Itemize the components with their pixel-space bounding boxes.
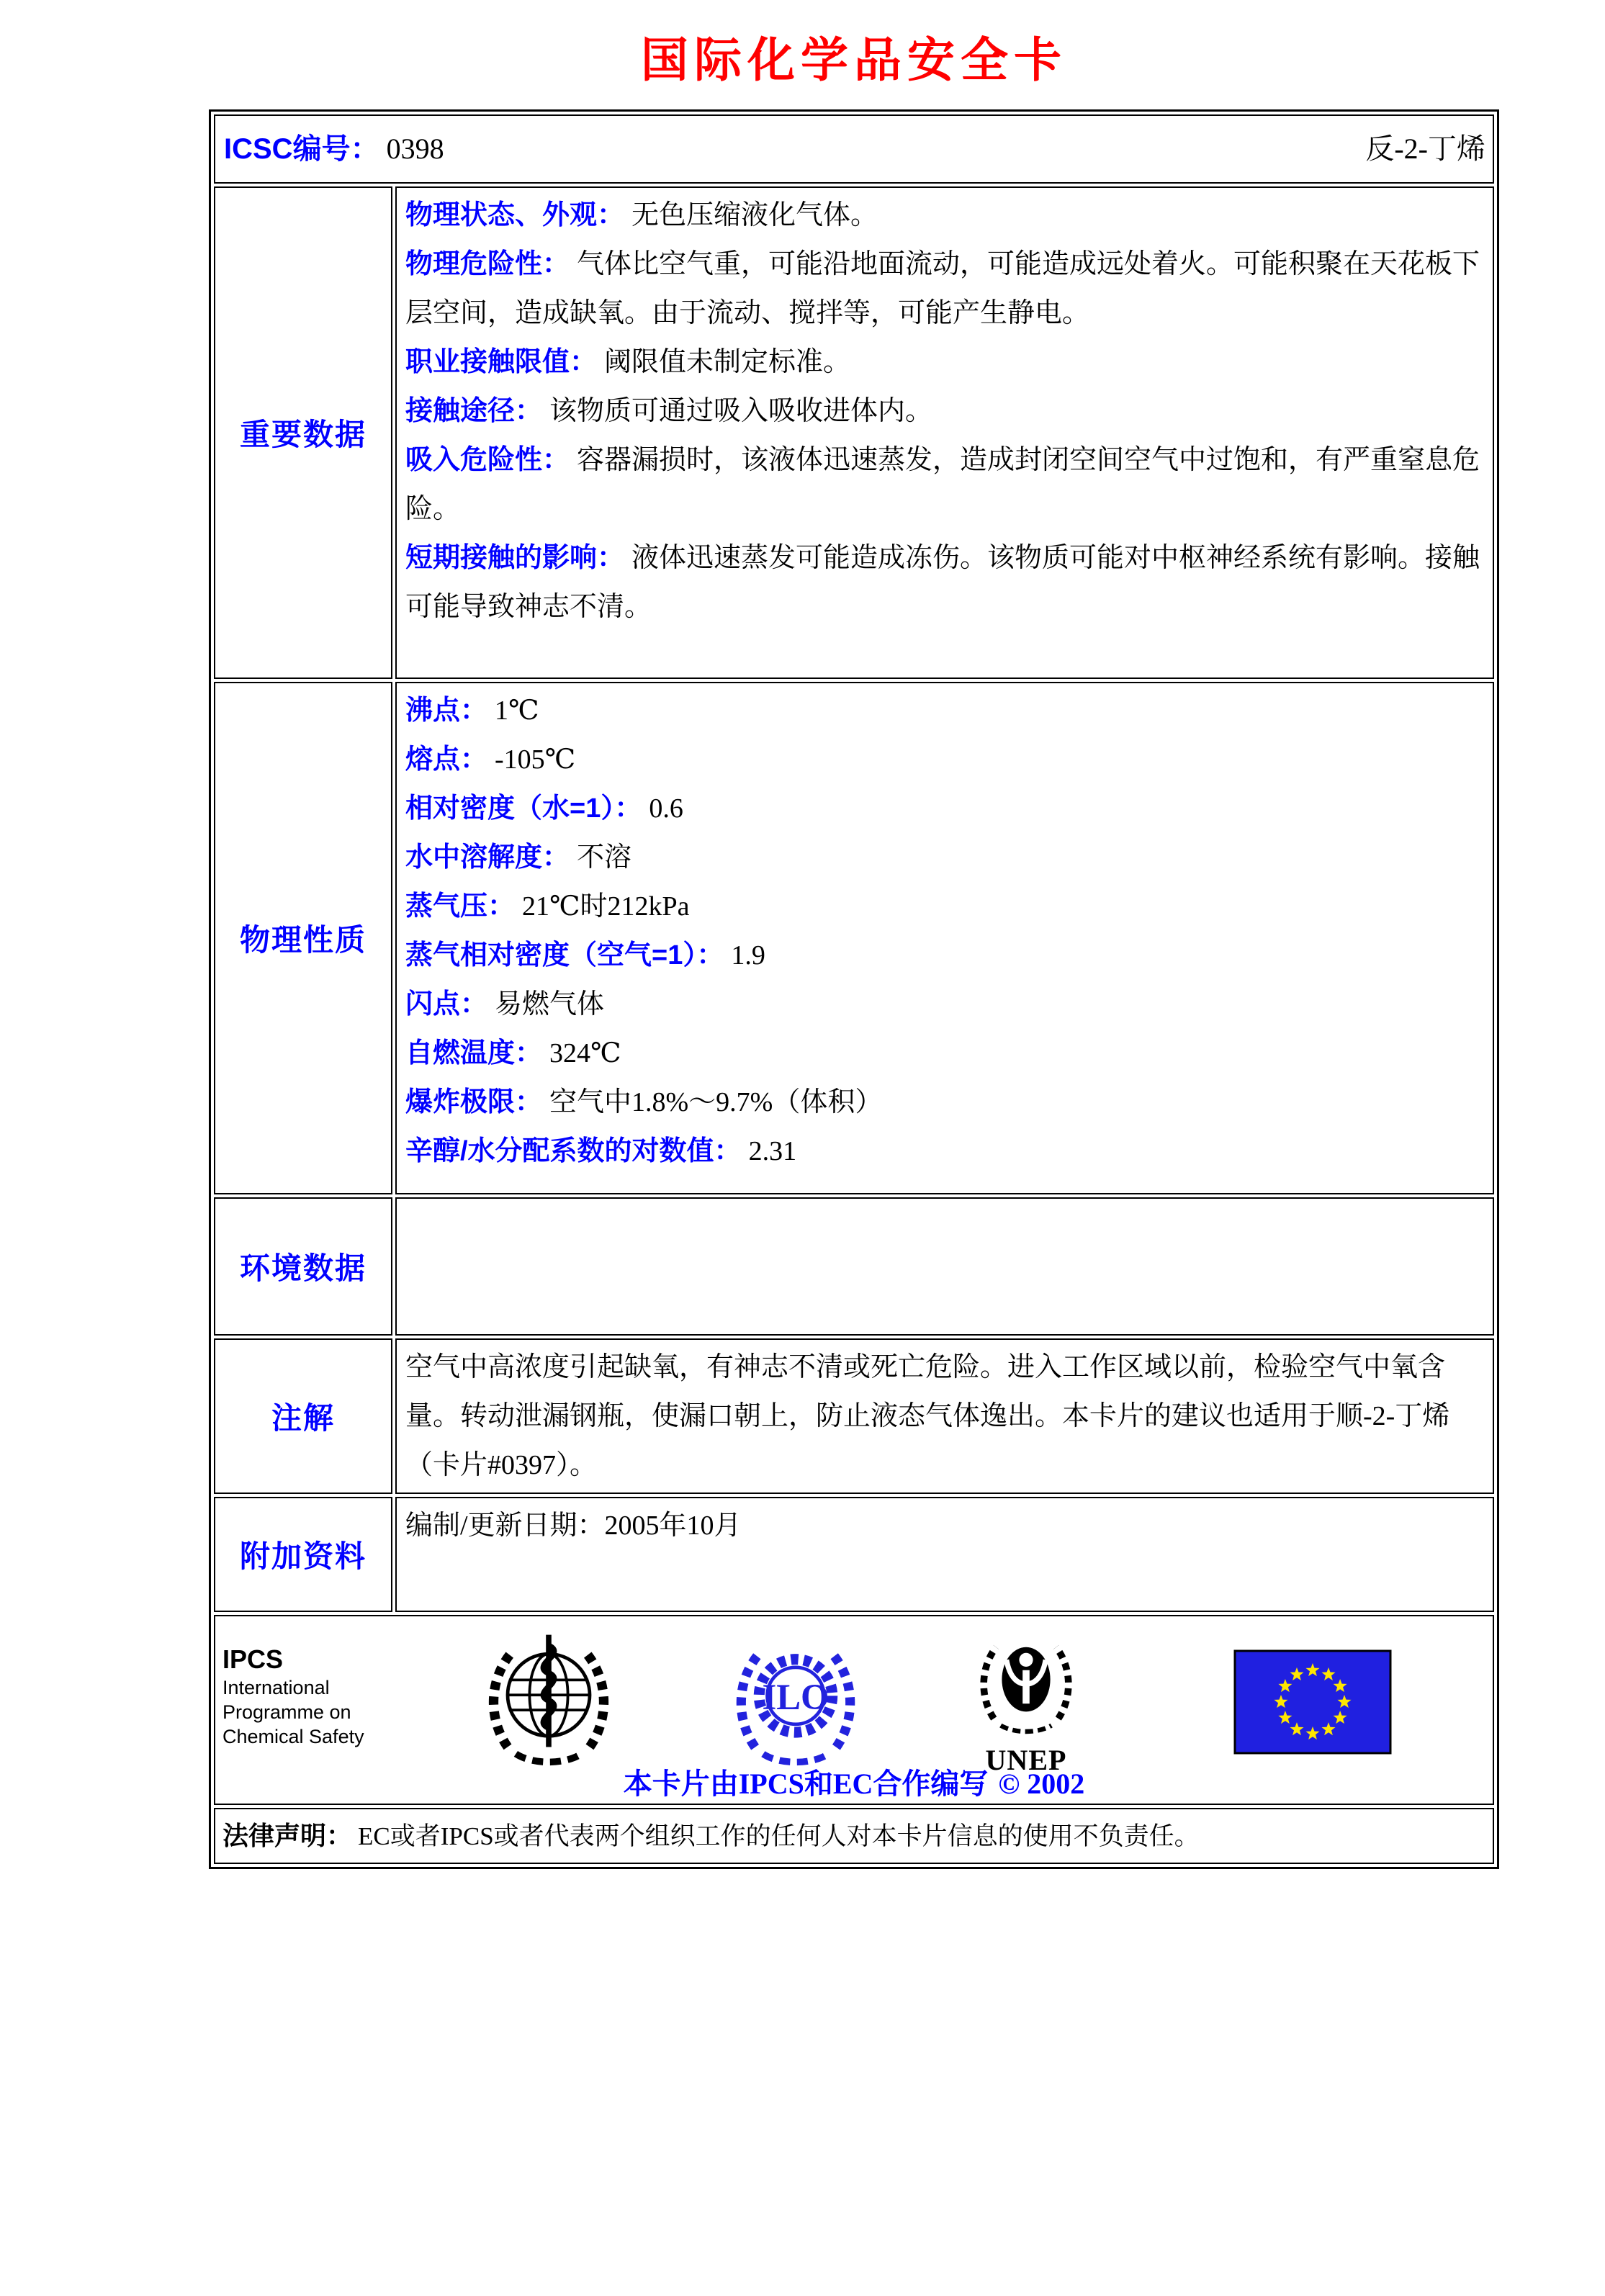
field-row <box>405 1343 1485 1490</box>
important-data-row <box>214 186 1494 679</box>
field-row <box>405 387 1485 436</box>
field-value: 0.6 <box>649 793 683 824</box>
field-label: 辛醇/水分配系数的对数值： <box>405 1136 742 1166</box>
field-row <box>405 338 1485 387</box>
section-label-physical-properties: 物理性质 <box>214 682 392 1194</box>
field-value: 液体迅速蒸发可能造成冻伤。该物质可能对中枢神经系统有影响。接触可能导致神志不清。 <box>405 543 1480 622</box>
field-value: 不溶 <box>577 842 632 873</box>
field-label: 熔点： <box>405 744 488 775</box>
field-row <box>405 1127 1485 1176</box>
field-value: 空气中高浓度引起缺氧，有神志不清或死亡危险。进入工作区域以前，检验空气中氧含量。转动泄漏钢瓶，使漏口朝上，防止液态气体逸出。本卡片的建议也适用于顺-2-丁烯（卡片#0397）。 <box>405 1352 1450 1480</box>
field-row <box>405 784 1485 833</box>
field-value: 易燃气体 <box>495 989 605 1019</box>
field-label: 闪点： <box>405 989 488 1019</box>
logos-row <box>214 1615 1494 1805</box>
field-label: 蒸气压： <box>405 891 516 922</box>
ipcs-abbr: IPCS <box>222 1644 284 1674</box>
icsc-number-label: ICSC编号： <box>224 133 379 165</box>
field-label: 物理状态、外观： <box>405 200 625 230</box>
field-label: 短期接触的影响： <box>405 543 625 573</box>
field-row <box>405 436 1485 534</box>
physical-properties-row <box>214 682 1494 1194</box>
field-value: 编制/更新日期：2005年10月 <box>405 1511 742 1541</box>
logos-cell <box>214 1615 1494 1805</box>
field-label: 爆炸极限： <box>405 1087 543 1117</box>
ipcs-text-block <box>222 1644 364 1749</box>
icsc-card-table <box>209 109 1499 1869</box>
important-data-content <box>395 186 1494 679</box>
ipcs-line-2: Programme on <box>222 1701 351 1723</box>
icsc-number <box>224 132 444 166</box>
field-row <box>405 534 1485 631</box>
unep-logo-icon <box>968 1626 1084 1775</box>
field-value: 1℃ <box>495 695 539 726</box>
field-label: 自燃温度： <box>405 1038 543 1068</box>
header-row <box>214 114 1494 184</box>
notes-content <box>395 1338 1494 1494</box>
ipcs-line-1: International <box>222 1677 330 1698</box>
copyright: © 2002 <box>998 1768 1085 1800</box>
additional-information-row <box>214 1497 1494 1612</box>
environmental-data-content <box>395 1197 1494 1336</box>
field-value: 阈限值未制定标准。 <box>604 347 851 377</box>
field-row <box>405 931 1485 980</box>
ilo-letters: ILO <box>762 1677 830 1718</box>
page-title: 国际化学品安全卡 <box>641 33 1067 86</box>
field-row <box>405 686 1485 735</box>
ilo-logo-icon <box>728 1631 863 1773</box>
eu-flag-icon <box>1233 1649 1392 1758</box>
field-value: 无色压缩液化气体。 <box>631 200 878 230</box>
field-value: 2.31 <box>748 1136 797 1166</box>
environmental-data-row <box>214 1197 1494 1336</box>
field-value: 空气中1.8%～9.7%（体积） <box>549 1087 883 1117</box>
legal-text: EC或者IPCS或者代表两个组织工作的任何人对本卡片信息的使用不负责任。 <box>358 1822 1200 1850</box>
field-label: 吸入危险性： <box>405 445 570 475</box>
unep-wordmark: UNEP <box>985 1744 1067 1776</box>
section-label-environmental-data: 环境数据 <box>214 1197 392 1336</box>
legal-cell <box>214 1808 1494 1864</box>
field-row <box>405 240 1485 338</box>
field-row <box>405 833 1485 882</box>
field-row <box>405 1078 1485 1127</box>
chemical-name: 反-2-丁烯 <box>1365 132 1485 165</box>
physical-properties-content <box>395 682 1494 1194</box>
footer-caption <box>215 1761 1493 1802</box>
field-label: 沸点： <box>405 695 488 726</box>
field-value: 324℃ <box>549 1038 621 1068</box>
field-label: 水中溶解度： <box>405 842 570 873</box>
field-label: 职业接触限值： <box>405 347 598 377</box>
who-logo-icon <box>480 1626 617 1774</box>
field-value: -105℃ <box>495 744 576 775</box>
section-label-additional-information: 附加资料 <box>214 1497 392 1612</box>
field-row <box>405 1029 1485 1078</box>
section-label-important-data: 重要数据 <box>214 186 392 679</box>
field-value: 气体比空气重，可能沿地面流动，可能造成远处着火。可能积聚在天花板下层空间，造成缺氧。由于流动、搅拌等，可能产生静电。 <box>405 249 1480 328</box>
field-label: 相对密度（水=1）： <box>405 793 642 824</box>
field-row <box>405 980 1485 1029</box>
field-value: 21℃时212kPa <box>522 891 690 922</box>
notes-row <box>214 1338 1494 1494</box>
caption-text: 本卡片由IPCS和EC合作编写 <box>623 1768 989 1800</box>
field-value: 容器漏损时，该液体迅速蒸发，造成封闭空间空气中过饱和，有严重窒息危险。 <box>405 445 1480 524</box>
field-value: 该物质可通过吸入吸收进体内。 <box>549 396 933 426</box>
field-label: 蒸气相对密度（空气=1）： <box>405 940 724 971</box>
additional-information-content <box>395 1497 1494 1612</box>
icsc-number-value: 0398 <box>386 132 444 165</box>
field-label: 物理危险性： <box>405 249 570 279</box>
field-row <box>405 191 1485 240</box>
ipcs-line-3: Chemical Safety <box>222 1726 364 1747</box>
header-cell <box>214 114 1494 184</box>
field-row <box>405 1501 1485 1550</box>
field-row <box>405 735 1485 784</box>
field-value: 1.9 <box>731 940 765 971</box>
field-row <box>405 882 1485 931</box>
legal-row <box>214 1808 1494 1864</box>
legal-label: 法律声明： <box>222 1820 353 1850</box>
document-body <box>209 0 1499 1869</box>
section-label-notes: 注解 <box>214 1338 392 1494</box>
field-label: 接触途径： <box>405 396 543 426</box>
